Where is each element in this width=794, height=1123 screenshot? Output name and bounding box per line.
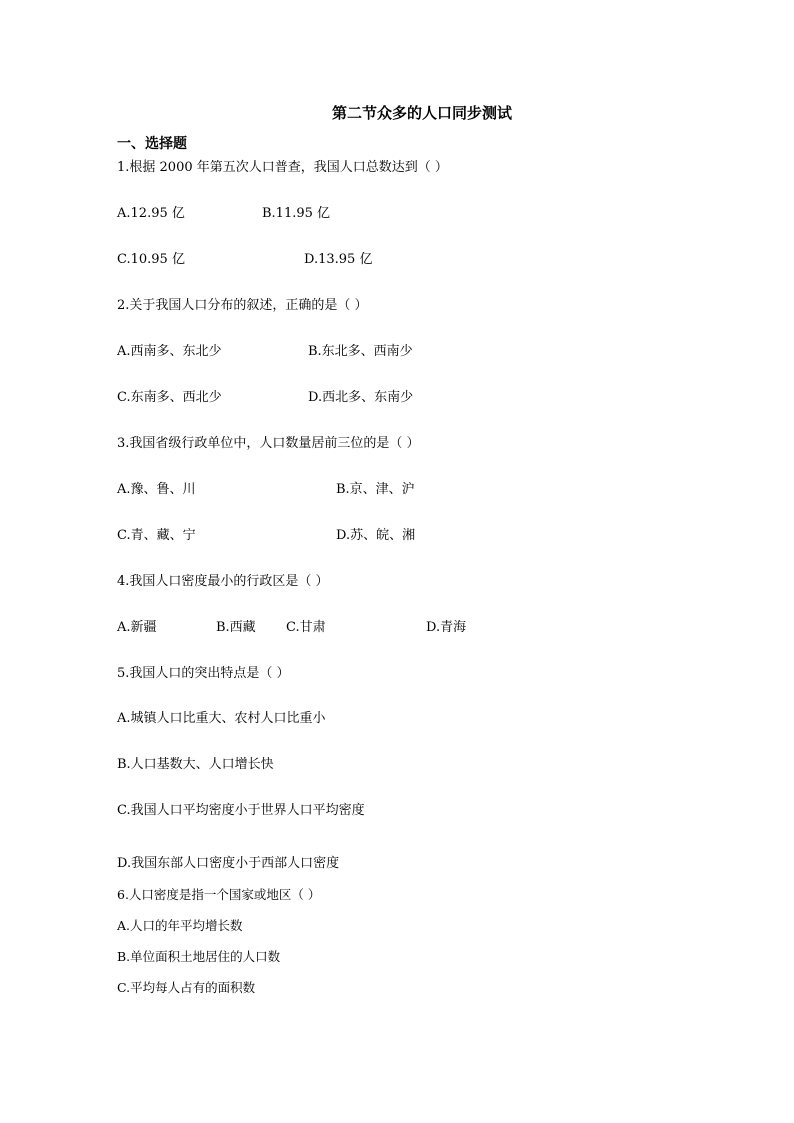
question-3-stem: 3.我国省级行政单位中，人口数量居前三位的是（ ） bbox=[117, 436, 420, 451]
question-1-option-c: C.10.95 亿 bbox=[117, 252, 185, 267]
question-3-option-a: A.豫、鲁、川 bbox=[117, 482, 196, 497]
question-2-option-c: C.东南多、西北少 bbox=[117, 390, 222, 405]
question-6-option-c: C.平均每人占有的面积数 bbox=[117, 980, 256, 995]
question-3-option-d: D.苏、皖、湘 bbox=[336, 528, 416, 543]
question-1-option-b: B.11.95 亿 bbox=[262, 206, 331, 221]
question-2-option-a: A.西南多、东北少 bbox=[117, 344, 222, 359]
question-1-option-a: A.12.95 亿 bbox=[117, 206, 185, 221]
section-heading: 一、选择题 bbox=[117, 136, 187, 152]
question-5-stem: 5.我国人口的突出特点是（ ） bbox=[117, 666, 290, 681]
question-5-option-d: D.我国东部人口密度小于西部人口密度 bbox=[117, 856, 340, 871]
question-6-stem: 6.人口密度是指一个国家或地区（ ） bbox=[117, 887, 321, 902]
question-4-stem: 4.我国人口密度最小的行政区是（ ） bbox=[117, 574, 329, 589]
question-2-stem: 2.关于我国人口分布的叙述，正确的是（ ） bbox=[117, 298, 368, 313]
question-5-option-c: C.我国人口平均密度小于世界人口平均密度 bbox=[117, 803, 365, 818]
question-2-option-b: B.东北多、西南少 bbox=[308, 344, 413, 359]
question-2-option-d: D.西北多、东南少 bbox=[308, 390, 414, 405]
question-6-option-b: B.单位面积土地居住的人口数 bbox=[117, 949, 281, 964]
question-1-stem: 1.根据 2000 年第五次人口普查，我国人口总数达到（ ） bbox=[117, 160, 448, 175]
question-4-option-c: C.甘肃 bbox=[286, 620, 326, 635]
page-title: 第二节众多的人口同步测试 bbox=[331, 104, 512, 122]
question-4-option-d: D.青海 bbox=[426, 620, 467, 635]
question-3-option-c: C.青、藏、宁 bbox=[117, 528, 196, 543]
question-3-option-b: B.京、津、沪 bbox=[336, 482, 415, 497]
question-4-option-a: A.新疆 bbox=[117, 620, 157, 635]
question-6-option-a: A.人口的年平均增长数 bbox=[117, 918, 243, 933]
question-5-option-b: B.人口基数大、人口增长快 bbox=[117, 757, 274, 772]
question-4-option-b: B.西藏 bbox=[216, 620, 256, 635]
question-1-option-d: D.13.95 亿 bbox=[304, 252, 373, 267]
question-5-option-a: A.城镇人口比重大、农村人口比重小 bbox=[117, 711, 326, 726]
